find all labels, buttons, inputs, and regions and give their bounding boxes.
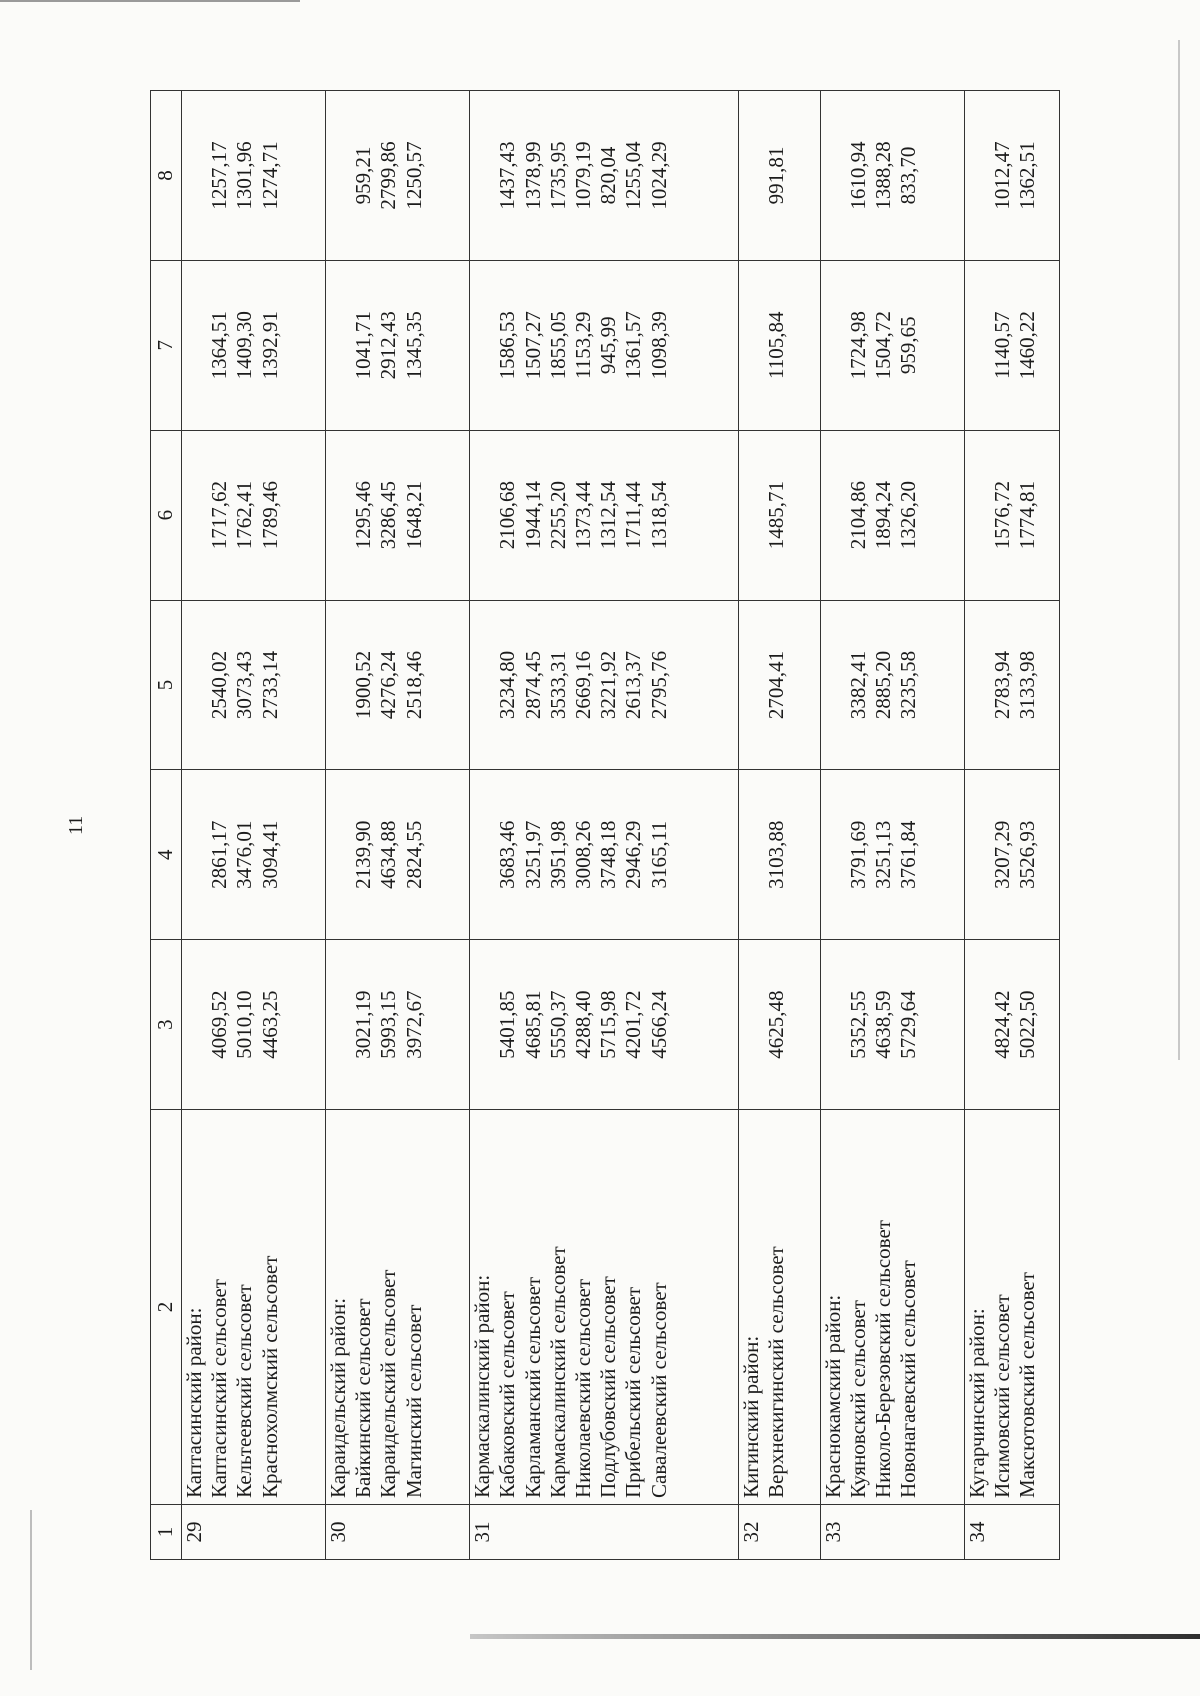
value: 3761,84: [896, 820, 921, 889]
settlement-name: Подлубовский сельсовет: [596, 1276, 621, 1498]
separator-cell: [720, 940, 739, 1110]
value: 2106,68: [495, 480, 520, 550]
value-cell-col-5: [964, 600, 1059, 770]
value-cell-col-4: [964, 770, 1059, 940]
separator-cell: [802, 770, 821, 940]
value-cell-col-5: [820, 600, 946, 770]
value: 3286,45: [376, 480, 401, 550]
value: 2139,90: [351, 820, 376, 889]
value: 3748,18: [596, 820, 621, 889]
tariff-table: [150, 90, 1060, 1560]
value-cell-col-6: [326, 430, 452, 600]
district-line-spacer: [326, 267, 351, 424]
separator-cell: [451, 430, 470, 600]
value-cell-col-3: [739, 940, 802, 1110]
column-header: 7: [151, 260, 182, 430]
district-line-spacer: [739, 267, 764, 424]
value: 4288,40: [570, 990, 595, 1059]
value: 1724,98: [846, 311, 871, 380]
district-number: 29: [182, 1505, 308, 1560]
value: 4625,48: [764, 990, 789, 1059]
district-line-spacer: [182, 267, 207, 424]
value: 1437,43: [495, 141, 520, 210]
column-header: 3: [151, 940, 182, 1110]
value: 1485,71: [764, 480, 789, 550]
value: 3791,69: [846, 820, 871, 889]
separator-cell: [946, 91, 965, 261]
table-body: [151, 91, 1060, 1560]
value: 5352,55: [846, 990, 871, 1059]
district-line-spacer: [326, 946, 351, 1103]
separator-cell: [946, 260, 965, 430]
settlement-name: Кельтеевский сельсовет: [232, 1284, 257, 1498]
district-number: 34: [964, 1505, 1059, 1560]
separator-cell: [307, 940, 326, 1110]
value: 959,21: [351, 146, 376, 205]
value: 4634,88: [376, 820, 401, 889]
settlement-name: Исимовский сельсовет: [990, 1294, 1015, 1498]
value: 1504,72: [871, 311, 896, 380]
separator-cell: [802, 1110, 821, 1505]
value-cell-col-3: [964, 940, 1059, 1110]
settlement-names-cell: [964, 1110, 1059, 1505]
settlement-name: Караидельский сельсовет: [376, 1269, 401, 1498]
settlement-name: Куяновский сельсовет: [846, 1300, 871, 1498]
value: 1250,57: [401, 141, 426, 210]
separator-cell: [946, 770, 965, 940]
district-line-spacer: [470, 776, 495, 933]
value: 959,65: [896, 316, 921, 375]
value: 1460,22: [1015, 311, 1040, 380]
column-header: 8: [151, 91, 182, 261]
separator-cell: [451, 1110, 470, 1505]
value: 4463,25: [257, 990, 282, 1059]
district-line-spacer: [965, 437, 990, 594]
value-cell-col-8: [326, 91, 452, 261]
value: 2824,55: [401, 820, 426, 889]
scan-edge-right: [1178, 40, 1180, 1060]
separator-cell: [946, 1110, 965, 1505]
district-line-spacer: [821, 946, 846, 1103]
value: 1717,62: [207, 480, 232, 550]
value: 4566,24: [646, 990, 671, 1059]
settlement-name: Максютовский сельсовет: [1015, 1272, 1040, 1498]
district-line-spacer: [965, 97, 990, 254]
settlement-name: Кабаковский сельсовет: [495, 1291, 520, 1498]
value: 1345,35: [401, 311, 426, 380]
district-line-spacer: [821, 776, 846, 933]
separator-cell: [720, 1110, 739, 1505]
column-header: 6: [151, 430, 182, 600]
separator-cell: [451, 91, 470, 261]
district-line-spacer: [326, 437, 351, 594]
value: 1789,46: [257, 480, 282, 550]
value: 3533,31: [545, 650, 570, 720]
value: 1140,57: [990, 311, 1015, 380]
value: 3972,67: [401, 990, 426, 1059]
separator-cell: [802, 260, 821, 430]
value: 4276,24: [376, 650, 401, 720]
value: 4069,52: [207, 990, 232, 1059]
group-separator-row: [720, 91, 739, 1560]
value: 2861,17: [207, 820, 232, 889]
district-line-spacer: [965, 607, 990, 764]
district-group-row: [470, 91, 721, 1560]
district-group-row: [739, 91, 802, 1560]
separator-cell: [307, 770, 326, 940]
value: 991,81: [764, 146, 789, 205]
district-number: 33: [820, 1505, 946, 1560]
value: 5993,15: [376, 990, 401, 1059]
value: 2783,94: [990, 650, 1015, 720]
settlement-name: Новонагаевский сельсовет: [896, 1260, 921, 1498]
value: 5401,85: [495, 990, 520, 1059]
group-separator-row: [451, 91, 470, 1560]
value-cell-col-4: [739, 770, 802, 940]
group-separator-row: [946, 91, 965, 1560]
separator-cell: [802, 600, 821, 770]
value-cell-col-7: [964, 260, 1059, 430]
district-line-spacer: [965, 946, 990, 1103]
district-line-spacer: [182, 776, 207, 933]
value: 5715,98: [596, 990, 621, 1059]
separator-cell: [720, 430, 739, 600]
value: 945,99: [596, 316, 621, 375]
separator-cell: [946, 430, 965, 600]
value: 1762,41: [232, 480, 257, 550]
value: 1318,54: [646, 480, 671, 550]
value: 1894,24: [871, 480, 896, 550]
value: 1364,51: [207, 311, 232, 380]
value: 3951,98: [545, 820, 570, 889]
settlement-name: Верхнекигинский сельсовет: [764, 1246, 789, 1498]
value-cell-col-8: [820, 91, 946, 261]
separator-cell: [720, 260, 739, 430]
separator-cell: [451, 770, 470, 940]
value: 1312,54: [596, 480, 621, 550]
value-cell-col-8: [964, 91, 1059, 261]
scan-edge-bottom: [470, 1634, 1200, 1639]
value: 5022,50: [1015, 990, 1040, 1059]
district-line-spacer: [470, 946, 495, 1103]
separator-cell: [802, 91, 821, 261]
value: 2540,02: [207, 650, 232, 720]
settlement-name: Кармаскалинский сельсовет: [545, 1246, 570, 1498]
district-number: 31: [470, 1505, 721, 1560]
value-cell-col-7: [182, 260, 308, 430]
value: 2669,16: [570, 650, 595, 720]
column-header: 1: [151, 1505, 182, 1560]
settlement-name: Савалеевский сельсовет: [646, 1282, 671, 1498]
value: 1648,21: [401, 480, 426, 550]
district-line-spacer: [326, 97, 351, 254]
page-number: 11: [65, 815, 87, 835]
value: 1255,04: [621, 141, 646, 210]
value: 5010,10: [232, 990, 257, 1059]
value: 1301,96: [232, 141, 257, 210]
district-line-spacer: [965, 267, 990, 424]
settlement-names-cell: [820, 1110, 946, 1505]
value: 3526,93: [1015, 820, 1040, 889]
district-number: 32: [739, 1505, 802, 1560]
value: 1507,27: [520, 311, 545, 380]
separator-cell: [451, 600, 470, 770]
separator-cell: [946, 940, 965, 1110]
value: 1855,05: [545, 311, 570, 380]
value: 5729,64: [896, 990, 921, 1059]
value: 1041,71: [351, 311, 376, 380]
value: 3251,13: [871, 820, 896, 889]
column-header: 2: [151, 1110, 182, 1505]
district-line-spacer: [182, 97, 207, 254]
value: 3221,92: [596, 650, 621, 720]
district-name: Каптасинский район:: [182, 1307, 206, 1498]
settlement-name: Байкинский сельсовет: [351, 1298, 376, 1498]
separator-cell: [451, 1505, 470, 1560]
value: 2255,20: [545, 480, 570, 550]
separator-cell: [802, 1505, 821, 1560]
value: 1361,57: [621, 311, 646, 380]
separator-cell: [946, 600, 965, 770]
column-number-row: [151, 91, 182, 1560]
district-name: Краснокамский район:: [820, 1294, 845, 1498]
settlement-name: Николаевский сельсовет: [570, 1279, 595, 1498]
value: 3251,97: [520, 820, 545, 889]
value-cell-col-5: [739, 600, 802, 770]
value-cell-col-5: [326, 600, 452, 770]
value: 1944,14: [520, 480, 545, 550]
value: 3207,29: [990, 820, 1015, 889]
value-cell-col-6: [739, 430, 802, 600]
value: 3103,88: [764, 820, 789, 889]
scan-edge-top: [0, 0, 300, 2]
value: 3165,11: [646, 821, 671, 889]
separator-cell: [720, 91, 739, 261]
value-cell-col-3: [820, 940, 946, 1110]
district-name: Караидельский район:: [326, 1297, 351, 1498]
value: 2704,41: [764, 650, 789, 720]
district-line-spacer: [739, 946, 764, 1103]
value-cell-col-4: [820, 770, 946, 940]
value: 1105,84: [764, 311, 789, 380]
value: 1012,47: [990, 141, 1015, 210]
value-cell-col-3: [326, 940, 452, 1110]
group-separator-row: [307, 91, 326, 1560]
value: 2885,20: [871, 650, 896, 720]
value: 2912,43: [376, 311, 401, 380]
value: 3133,98: [1015, 650, 1040, 720]
district-line-spacer: [470, 97, 495, 254]
value: 1409,30: [232, 311, 257, 380]
value: 1735,95: [545, 141, 570, 210]
value: 2795,76: [646, 650, 671, 720]
value: 3021,19: [351, 990, 376, 1059]
district-group-row: [820, 91, 946, 1560]
value-cell-col-4: [182, 770, 308, 940]
value: 1900,52: [351, 650, 376, 720]
value-cell-col-7: [739, 260, 802, 430]
district-line-spacer: [182, 607, 207, 764]
district-line-spacer: [821, 437, 846, 594]
value: 1326,20: [896, 480, 921, 550]
value: 833,70: [896, 146, 921, 205]
value: 1098,39: [646, 311, 671, 380]
separator-cell: [307, 1110, 326, 1505]
district-name: Кармаскалинский район:: [470, 1274, 495, 1498]
separator-cell: [307, 430, 326, 600]
settlement-name: Прибельский сельсовет: [621, 1286, 646, 1498]
value: 2874,45: [520, 650, 545, 720]
district-group-row: [182, 91, 308, 1560]
separator-cell: [307, 600, 326, 770]
district-line-spacer: [965, 776, 990, 933]
column-header: 5: [151, 600, 182, 770]
value-cell-col-4: [470, 770, 721, 940]
settlement-names-cell: [470, 1110, 721, 1505]
value-cell-col-6: [964, 430, 1059, 600]
district-line-spacer: [182, 437, 207, 594]
value: 1274,71: [257, 141, 282, 210]
value: 1295,46: [351, 480, 376, 550]
district-line-spacer: [739, 607, 764, 764]
value: 3073,43: [232, 650, 257, 720]
value: 3094,41: [257, 820, 282, 889]
value: 2799,86: [376, 141, 401, 210]
district-line-spacer: [470, 437, 495, 594]
value: 3235,58: [896, 650, 921, 720]
value-cell-col-5: [470, 600, 721, 770]
separator-cell: [451, 940, 470, 1110]
rotated-table-wrapper: [150, 90, 1060, 1560]
district-line-spacer: [326, 607, 351, 764]
settlement-name: Краснохолмский сельсовет: [257, 1255, 282, 1498]
value: 1774,81: [1015, 480, 1040, 550]
value-cell-col-4: [326, 770, 452, 940]
separator-cell: [720, 770, 739, 940]
district-line-spacer: [182, 946, 207, 1103]
settlement-name: Магинский сельсовет: [401, 1304, 426, 1498]
settlement-names-cell: [182, 1110, 308, 1505]
value: 1257,17: [207, 141, 232, 210]
district-line-spacer: [739, 437, 764, 594]
value: 5550,37: [545, 990, 570, 1059]
value: 2733,14: [257, 650, 282, 720]
scan-edge-left: [30, 1510, 32, 1670]
district-number: 30: [326, 1505, 452, 1560]
value: 1362,51: [1015, 141, 1040, 210]
value: 2104,86: [846, 480, 871, 550]
district-line-spacer: [326, 776, 351, 933]
value-cell-col-5: [182, 600, 308, 770]
value: 3476,01: [232, 820, 257, 889]
separator-cell: [307, 1505, 326, 1560]
value-cell-col-7: [820, 260, 946, 430]
separator-cell: [946, 1505, 965, 1560]
value: 3683,46: [495, 820, 520, 889]
value: 4201,72: [621, 990, 646, 1059]
district-line-spacer: [739, 776, 764, 933]
value: 1586,53: [495, 311, 520, 380]
value-cell-col-7: [470, 260, 721, 430]
value: 1153,29: [570, 311, 595, 380]
district-line-spacer: [470, 267, 495, 424]
value: 3382,41: [846, 650, 871, 720]
district-name: Кугарчинский район:: [964, 1308, 989, 1498]
value: 1024,29: [646, 141, 671, 210]
value: 1392,91: [257, 311, 282, 380]
value: 2946,29: [621, 820, 646, 889]
value-cell-col-6: [182, 430, 308, 600]
column-header: 4: [151, 770, 182, 940]
separator-cell: [720, 1505, 739, 1560]
value-cell-col-3: [182, 940, 308, 1110]
separator-cell: [307, 91, 326, 261]
value-cell-col-6: [820, 430, 946, 600]
value: 3234,80: [495, 650, 520, 720]
value-cell-col-6: [470, 430, 721, 600]
value: 4638,59: [871, 990, 896, 1059]
value: 4824,42: [990, 990, 1015, 1059]
value-cell-col-8: [470, 91, 721, 261]
separator-cell: [720, 600, 739, 770]
settlement-names-cell: [326, 1110, 452, 1505]
value: 2613,37: [621, 650, 646, 720]
settlement-names-cell: [739, 1110, 802, 1505]
value: 1378,99: [520, 141, 545, 210]
district-line-spacer: [821, 97, 846, 254]
value: 2518,46: [401, 650, 426, 720]
district-name: Кигинский район:: [739, 1335, 764, 1498]
value: 4685,81: [520, 990, 545, 1059]
value: 1610,94: [846, 141, 871, 210]
separator-cell: [451, 260, 470, 430]
settlement-name: Карламанский сельсовет: [520, 1276, 545, 1498]
value-cell-col-3: [470, 940, 721, 1110]
value-cell-col-8: [182, 91, 308, 261]
district-group-row: [964, 91, 1059, 1560]
value: 1373,44: [570, 480, 595, 550]
value: 1388,28: [871, 141, 896, 210]
value: 1576,72: [990, 480, 1015, 550]
settlement-name: Николо-Березовский сельсовет: [871, 1220, 896, 1498]
district-line-spacer: [821, 607, 846, 764]
district-group-row: [326, 91, 452, 1560]
value-cell-col-8: [739, 91, 802, 261]
separator-cell: [307, 260, 326, 430]
value: 820,04: [596, 146, 621, 205]
district-line-spacer: [821, 267, 846, 424]
value-cell-col-7: [326, 260, 452, 430]
district-line-spacer: [470, 607, 495, 764]
value: 3008,26: [570, 820, 595, 889]
value: 1711,44: [621, 481, 646, 549]
separator-cell: [802, 940, 821, 1110]
district-line-spacer: [739, 97, 764, 254]
group-separator-row: [802, 91, 821, 1560]
separator-cell: [802, 430, 821, 600]
settlement-name: Каптасинский сельсовет: [207, 1279, 232, 1498]
value: 1079,19: [570, 141, 595, 210]
